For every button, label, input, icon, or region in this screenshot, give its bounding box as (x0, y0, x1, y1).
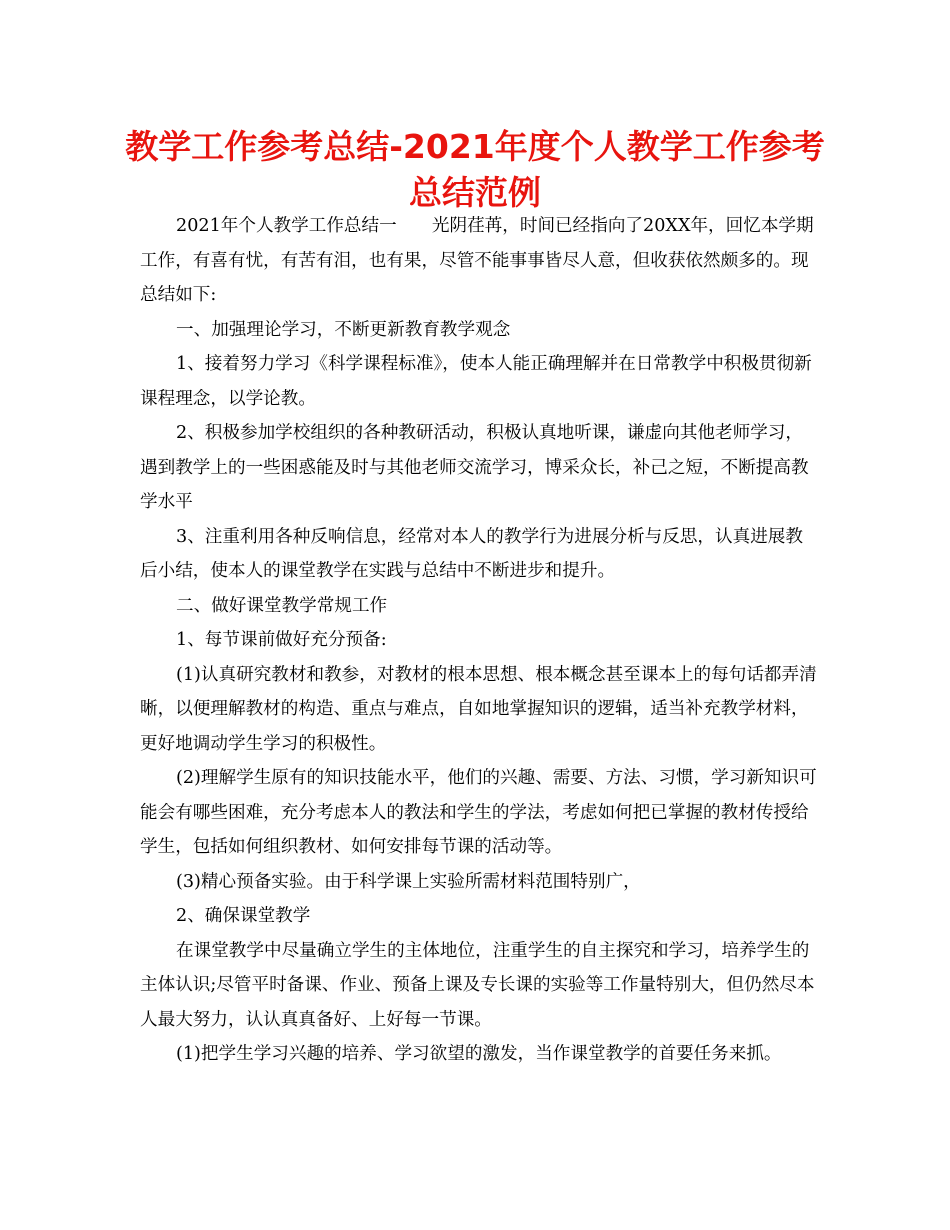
paragraph: 在课堂教学中尽量确立学生的主体地位，注重学生的自主探究和学习，培养学生的主体认识;尽管平时备课、作业、预备上课及专长课的实验等工作量特别大，但仍然尽本人最大努力，认认真真备好、上好每一节课。 (140, 940, 815, 1030)
section-heading-1: 一、加强理论学习，不断更新教育教学观念 (176, 319, 511, 340)
paragraph: 2、确保课堂教学 (176, 906, 311, 926)
paragraph: (2)理解学生原有的知识技能水平，他们的兴趣、需要、方法、习惯，学习新知识可能会有哪些困难，充分考虑本人的教法和学生的学法，考虑如何把已掌握的教材传授给学生，包括如何组织教材、如何安排每节课的活动等。 (140, 768, 817, 857)
section-heading-2: 二、做好课堂教学常规工作 (176, 595, 388, 616)
document-title (100, 124, 850, 216)
title-line-1: 教学工作参考总结-2021年度个人教学工作参考 (125, 127, 825, 166)
paragraph: (1)认真研究教材和教参，对教材的根本思想、根本概念甚至课本上的每句话都弄清晰，以便理解教材的构造、重点与难点，自如地掌握知识的逻辑，适当补充教学材料，更好地调动学生学习的积极性。 (140, 664, 817, 754)
paragraph: 1、接着努力学习《科学课程标准》，使本人能正确理解并在日常教学中积极贯彻新课程理念，以学论教。 (140, 354, 812, 409)
paragraph: 2、积极参加学校组织的各种教研活动，积极认真地听课，谦虚向其他老师学习，遇到教学上的一些困惑能及时与其他老师交流学习，博采众长，补己之短，不断提高教学水平 (140, 423, 809, 512)
paragraph: 1、每节课前做好充分预备: (176, 630, 387, 650)
title-line-2: 总结范例 (409, 173, 541, 212)
paragraph: (3)精心预备实验。由于科学课上实验所需材料范围特别广， (176, 871, 641, 892)
paragraph: (1)把学生学习兴趣的培养、学习欲望的激发，当作课堂教学的首要任务来抓。 (176, 1044, 782, 1064)
intro-paragraph: 2021年个人教学工作总结一 光阴荏苒，时间已经指向了20XX年，回忆本学期工作，有喜有忧，有苦有泪，也有果，尽管不能事事皆尽人意，但收获依然颇多的。现总结如下: (140, 216, 814, 305)
paragraph: 3、注重利用各种反响信息，经常对本人的教学行为进展分析与反思，认真进展教后小结，使本人的课堂教学在实践与总结中不断进步和提升。 (140, 526, 803, 581)
document-body (140, 209, 820, 1072)
